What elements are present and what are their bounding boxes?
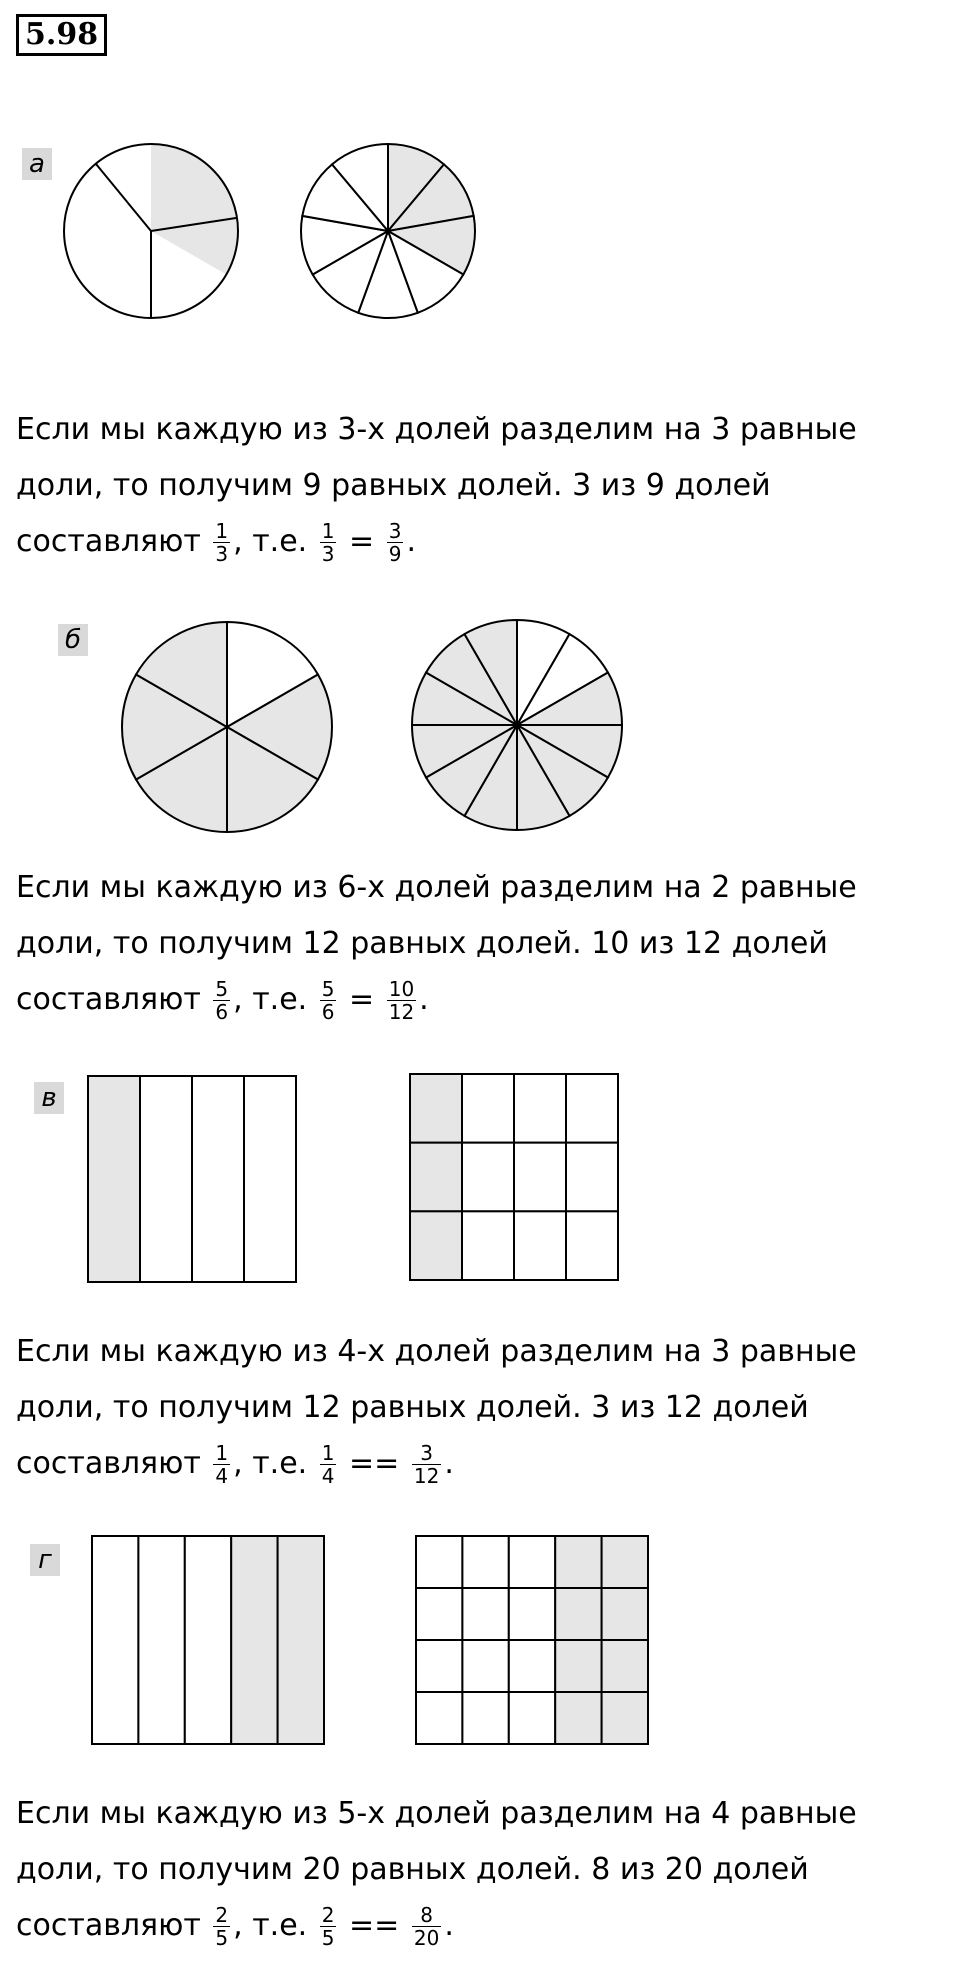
rect-fifths-figure — [92, 1536, 332, 1750]
explanation-text: Если мы каждую из 5-х долей разделим на 4 равные доли, то получим 20 равных долей. 8 из 20 долей составляют — [16, 1796, 857, 1943]
rect-quarters-figure — [88, 1076, 302, 1290]
cell — [192, 1076, 244, 1282]
cell — [509, 1588, 555, 1640]
shaded-cell — [278, 1536, 324, 1744]
rect-quarters — [88, 1076, 296, 1282]
shaded-cell — [410, 1143, 462, 1212]
cell — [566, 1074, 618, 1143]
rect-fifths — [92, 1536, 324, 1744]
circle-sixths — [122, 622, 332, 832]
cell — [462, 1588, 508, 1640]
explanation-a: Если мы каждую из 3-х долей разделим на 3 равные доли, то получим 9 равных долей. 3 из 9 долей составляют $\frac{1}{3}$ , т.е. $\frac{1}{3}$ = $\frac{3}{9}$ . — [16, 412, 857, 566]
shaded-cell — [231, 1536, 277, 1744]
equals-sign: == — [349, 1446, 400, 1481]
circle-twelfths — [412, 620, 622, 830]
grid-twelfths-figure — [410, 1074, 624, 1288]
explanation-b: Если мы каждую из 6-х долей разделим на 2 равные доли, то получим 12 равных долей. 10 из 12 долей составляют $\frac{5}{6}$ , т.е. $\frac{5}{6}$ = $\frac{10}{12}$ . — [16, 870, 857, 1024]
cell — [416, 1692, 462, 1744]
section-label-v: в — [34, 1082, 64, 1114]
cell — [509, 1640, 555, 1692]
cell — [514, 1211, 566, 1280]
problem-number: 5.98 — [16, 14, 107, 56]
cell — [244, 1076, 296, 1282]
cell — [509, 1692, 555, 1744]
cell — [462, 1692, 508, 1744]
explanation-text: Если мы каждую из 4-х долей разделим на 3 равные доли, то получим 12 равных долей. 3 из 12 долей составляют — [16, 1334, 857, 1481]
fraction: $\frac{2}{5}$ — [321, 1903, 335, 1950]
cell — [462, 1143, 514, 1212]
fraction: $\frac{3}{9}$ — [388, 519, 402, 566]
section-label-b: б — [58, 624, 88, 656]
explanation-text: , т.е. — [233, 1908, 308, 1943]
fraction: $\frac{3}{12}$ — [413, 1441, 440, 1488]
explanation-text: , т.е. — [233, 524, 308, 559]
fraction: $\frac{5}{6}$ — [321, 977, 335, 1024]
fraction: $\frac{1}{4}$ — [321, 1441, 335, 1488]
cell — [514, 1074, 566, 1143]
shaded-cell — [555, 1692, 601, 1744]
grid-twentieths — [416, 1536, 648, 1744]
cell — [462, 1211, 514, 1280]
cell — [462, 1536, 508, 1588]
equals-sign: = — [349, 524, 375, 559]
cell — [416, 1536, 462, 1588]
explanation-text: Если мы каждую из 6-х долей разделим на 2 равные доли, то получим 12 равных долей. 10 из 12 долей составляют — [16, 870, 857, 1017]
shaded-cell — [555, 1588, 601, 1640]
fraction: $\frac{2}{5}$ — [215, 1903, 229, 1950]
cell — [509, 1536, 555, 1588]
shaded-sector — [151, 144, 238, 275]
circle-ninths-figure — [300, 160, 490, 330]
explanation-v: Если мы каждую из 4-х долей разделим на 3 равные доли, то получим 12 равных долей. 3 из 12 долей составляют $\frac{1}{4}$ , т.е. $\frac{1}{4}$ == $\frac{3}{12}$ . — [16, 1334, 857, 1488]
shaded-cell — [410, 1074, 462, 1143]
section-label-a: а — [22, 148, 52, 180]
cell — [462, 1640, 508, 1692]
cell — [140, 1076, 192, 1282]
shaded-cell — [410, 1211, 462, 1280]
shaded-cell — [88, 1076, 140, 1282]
fraction: $\frac{1}{3}$ — [321, 519, 335, 566]
fraction: $\frac{10}{12}$ — [388, 977, 415, 1024]
circle-thirds — [64, 144, 238, 318]
fraction: $\frac{1}{4}$ — [215, 1441, 229, 1488]
equals-sign: == — [349, 1908, 400, 1943]
explanation-text: , т.е. — [233, 1446, 308, 1481]
section-label-g: г — [30, 1544, 60, 1576]
circle-sixths-figure — [110, 610, 350, 850]
cell — [416, 1588, 462, 1640]
equals-sign: = — [349, 982, 375, 1017]
explanation-text: Если мы каждую из 3-х долей разделим на 3 равные доли, то получим 9 равных долей. 3 из 9 долей составляют — [16, 412, 857, 559]
fraction: $\frac{5}{6}$ — [215, 977, 229, 1024]
shaded-cell — [602, 1640, 648, 1692]
shaded-cell — [602, 1588, 648, 1640]
cell — [416, 1640, 462, 1692]
circle-twelfths-figure — [412, 610, 652, 850]
cell — [566, 1211, 618, 1280]
shaded-cell — [555, 1536, 601, 1588]
grid-twentieths-figure — [416, 1536, 656, 1750]
cell — [92, 1536, 138, 1744]
circle-ninths — [301, 144, 475, 318]
cell — [462, 1074, 514, 1143]
circle-thirds-figure — [56, 160, 246, 330]
explanation-text: , т.е. — [233, 982, 308, 1017]
fraction: $\frac{8}{20}$ — [413, 1903, 440, 1950]
shaded-cell — [555, 1640, 601, 1692]
explanation-g: Если мы каждую из 5-х долей разделим на 4 равные доли, то получим 20 равных долей. 8 из 20 долей составляют $\frac{2}{5}$ , т.е. $\frac{2}{5}$ == $\frac{8}{20}$ . — [16, 1796, 857, 1950]
cell — [185, 1536, 231, 1744]
fraction: $\frac{1}{3}$ — [215, 519, 229, 566]
cell — [514, 1143, 566, 1212]
grid-twelfths — [410, 1074, 618, 1280]
cell — [138, 1536, 184, 1744]
shaded-cell — [602, 1536, 648, 1588]
shaded-cell — [602, 1692, 648, 1744]
cell — [566, 1143, 618, 1212]
